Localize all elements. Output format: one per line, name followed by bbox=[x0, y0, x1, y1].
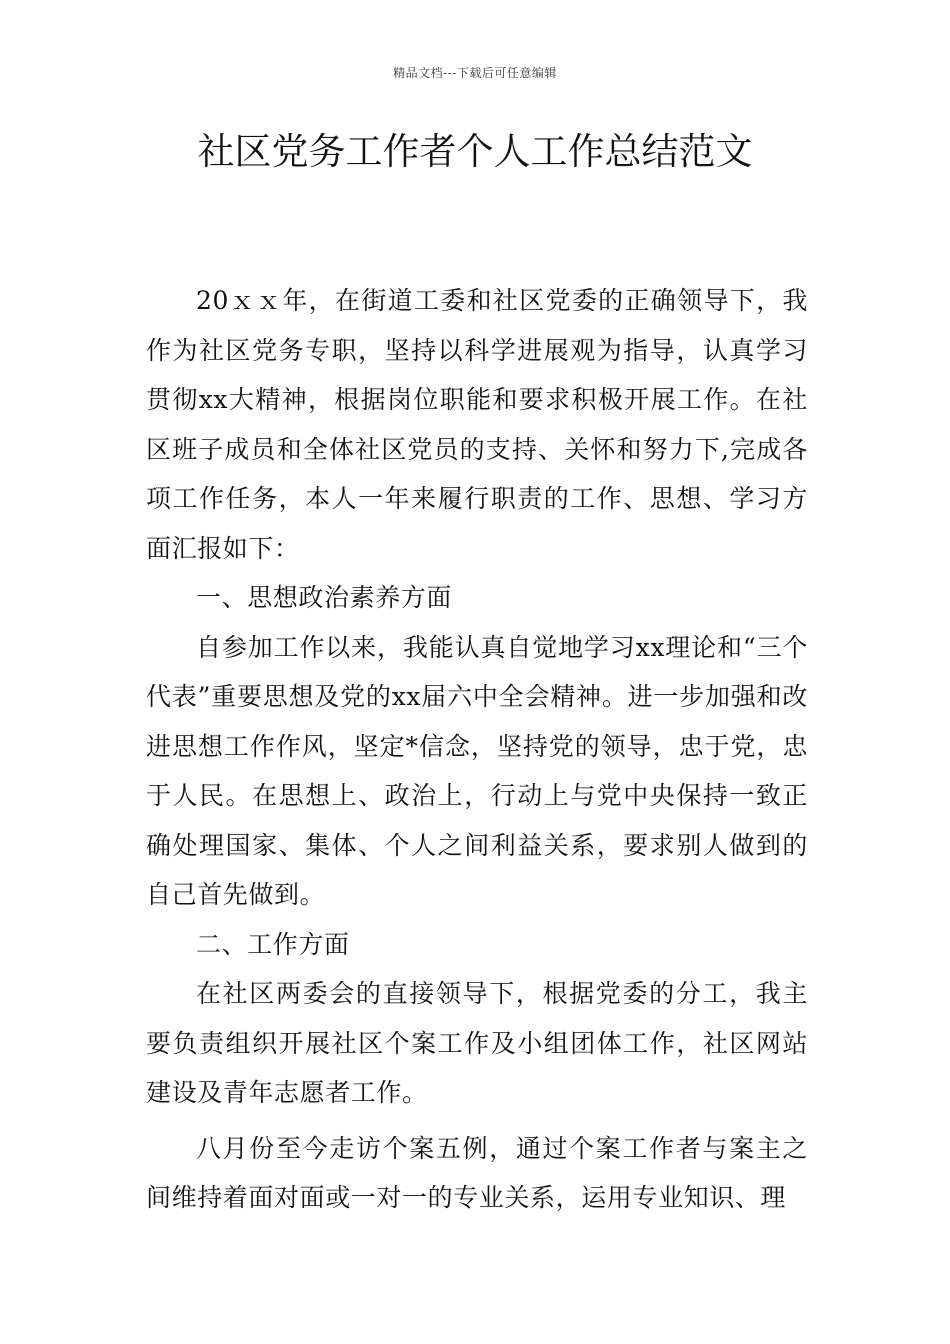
paragraph-casework: 八月份至今走访个案五例，通过个案工作者与案主之间维持着面对面或一对一的专业关系，运用专业知识、理 bbox=[146, 1133, 808, 1212]
paragraph-work: 在社区两委会的直接领导下，根据党委的分工，我主要负责组织开展社区个案工作及小组团体工作，社区网站建设及青年志愿者工作。 bbox=[146, 979, 808, 1107]
document-body bbox=[146, 276, 808, 1223]
paragraph-intro: 20ｘｘ年，在街道工委和社区党委的正确领导下，我作为社区党务专职，坚持以科学进展观为指导，认真学习贯彻xx大精神，根据岗位职能和要求积极开展工作。在社区班子成员和全体社区党员的支持、关怀和努力下,完成各项工作任务，本人一年来履行职责的工作、思想、学习方面汇报如下： bbox=[146, 286, 808, 563]
section-heading-work: 二、工作方面 bbox=[196, 929, 350, 959]
document-title: 社区党务工作者个人工作总结范文 bbox=[197, 130, 753, 173]
header-note: 精品文档---下载后可任意编辑 bbox=[393, 66, 557, 80]
paragraph-ideology: 自参加工作以来，我能认真自觉地学习xx理论和“三个代表”重要思想及党的xx届六中全会精神。进一步加强和改进思想工作作风，坚定*信念，坚持党的领导，忠于党，忠于人民。在思想上、政治上，行动上与党中央保持一致正确处理国家、集体、个人之间利益关系，要求别人做到的自己首先做到。 bbox=[146, 632, 808, 909]
section-heading-ideology: 一、思想政治素养方面 bbox=[196, 583, 453, 612]
